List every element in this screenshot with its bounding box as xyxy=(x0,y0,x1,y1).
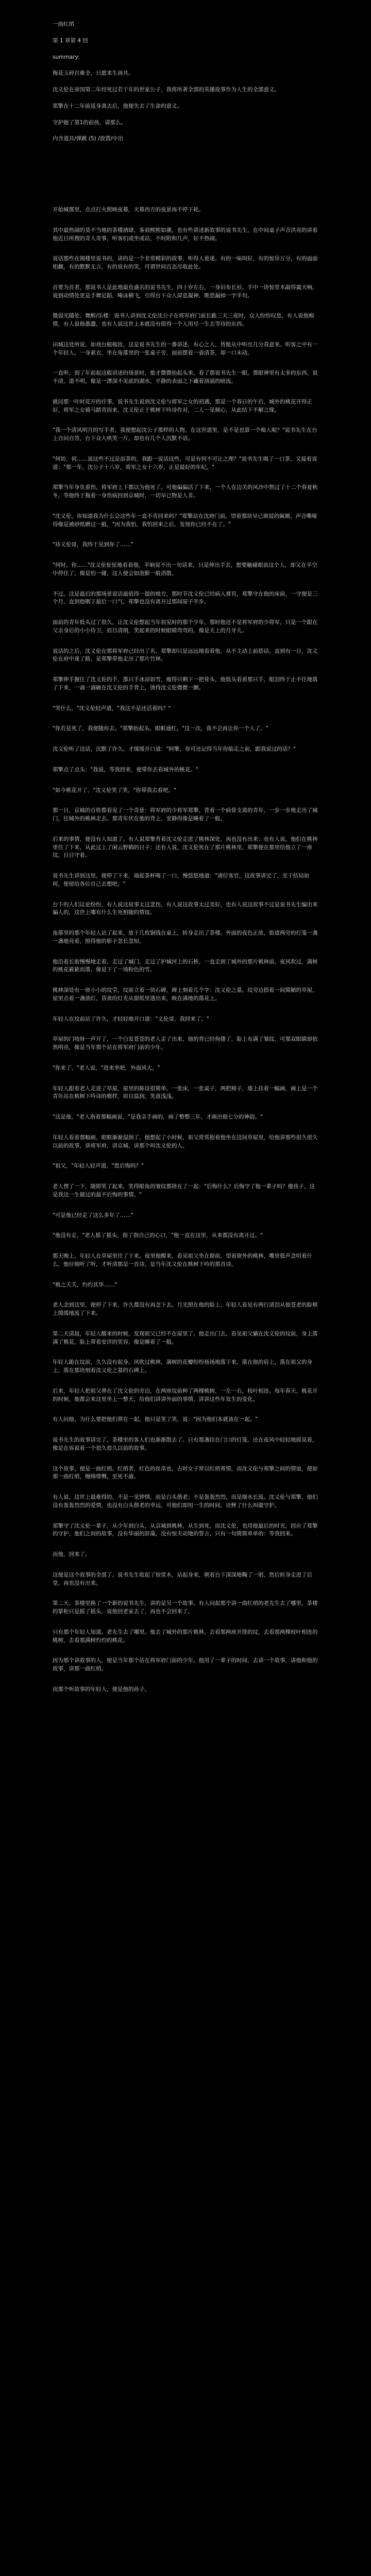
story-paragraph: 开始城那里，点点打火照映夜幕，天幕西方的夜景再不停下耗。 xyxy=(53,207,204,213)
story-paragraph: 老人念到这里，便停了下来，许久都没有再念下去。月光照在他的脸上，年轻人看见有两行清泪从他苍老的脸颊上缓缓地流了下来。 xyxy=(53,1302,318,1316)
story-paragraph: 桃林深处有一座小小的坟茔，坟前立着一块石碑，碑上刻着几个字：沈义伦之墓。坟旁边搭着一间简陋的草屋，屋里点着一盏油灯，昏黄的灯光从窗纸里透出来，映在满地的落花上。 xyxy=(53,987,318,1002)
work-title: 一曲红绡 xyxy=(53,21,74,27)
story-paragraph: "如今桃花开了，"沈义伦笑了笑，"你带我去看吧。" xyxy=(53,787,176,793)
story-paragraph: "何时，你……"沈义伦怔怔地看着他，半晌说不出一句话来，只是伸出手去，想要触碰眼前这个人，却又在半空中停住了，像是怕一碰，这人便会如泡影一般消散。 xyxy=(53,562,317,577)
story-paragraph: 而那个听故事的年轻人，便是他的孙子。 xyxy=(53,1686,150,1692)
story-paragraph: "他没有走，"老人摇了摇头，指了指自己的心口，"他一直在这里，从来都没有离开过。" xyxy=(53,1232,263,1239)
story-paragraph: "可是他已经走了这么多年了……" xyxy=(53,1212,133,1218)
story-paragraph: 那天晚上，年轻人在草屋里住了下来。夜里他醒来，看见祖父坐在窗前，望着窗外的桃林，嘴里低声念叨着什么，他仔细听了听，才听清那是一首诗，是当年沈义伦在桃树下吟的那首诗。 xyxy=(53,1253,312,1267)
story-paragraph: "我一个清风明月的写手者，我便想起沈公子那样的人物，在这世道里，是不是也算一个痴人呢？"说书先生在台上自问自答，台下众人哄笑一片，却也有几个人沉默不语。 xyxy=(53,427,317,442)
story-paragraph: 一直听，到了年前起这般讲述的场景时，他才微微抬起头来，看了那说书先生一眼。那眼神里有太多的东西，说不清，道不明，像是一潭深不见底的湖水，平静的表面之下藏着汹涌的暗流。 xyxy=(53,370,318,384)
story-paragraph: 因为那个讲故事的人，便是当年那个站在将军府门前的少年。他用了一辈子的时间，去讲一个故事，讲他和他的故事，讲那一曲红绡。 xyxy=(53,1657,318,1672)
story-paragraph: 郑擎守了沈义伦一辈子，从少年到白头，从京城到桃林，从生到死。而沈义伦，也用他最后的时光，回应了郑擎的守护，他们之间的故事，没有华丽的辞藻，没有惊天动地的誓言，只有一句简简单单的：等我回来。 xyxy=(53,1522,318,1537)
story-paragraph: 后来的事情，便没有人知道了。有人说郑擎背着沈义伦走进了桃林深处，再也没有出来；也有人说，他们在桃林里住了下来，从此过上了闲云野鹤的日子；还有人说，沈义伦死在了那片桃林里，郑擎便在那里给他立了一座坟，日日守着。 xyxy=(53,836,318,859)
story-paragraph: 说书先生讲到这里，便停了下来，端起茶杯喝了一口，慢悠悠地道："诸位客官，这故事讲完了，至于结局如何，便留给各位自己去想吧。" xyxy=(53,873,310,887)
summary-line: 沈义伦在帝国第二年经死过若干年的世家公子，我将所著全部的英雄故事作为人生的全部意义。 xyxy=(53,87,280,93)
story-paragraph: 田城这处所说，如戏台般梳妆，这是说书先生的一番讲述，有心之人，皆能从中听出几分真意来。听客之中有一个年轻人，一身素衣，坐在角落里的一张桌子旁，面前摆着一壶清茶，却一口未动。 xyxy=(53,341,318,356)
story-paragraph: 有人问他，为什么要把他们葬在一起，他只是笑了笑，说："因为他们本就该在一起。" xyxy=(53,1416,258,1423)
story-paragraph: 不过，这是最后的那场景说话最值得一提的地方，那时节沈义伦已经病入膏肓，郑擎守在他的床前，一守便是三个月，直到他咽下最后一口气，郑擎也没有离开过那间屋子半步。 xyxy=(53,590,318,605)
story-paragraph: 说话那些在阁楼里说书的，讲的是一个非常精彩的故事，听得人着迷。有的一味叫好，有的惊异万分，有的面面相觑，有的默默无言，有的说有的笑，可谓世间百态尽收此处。 xyxy=(53,256,318,270)
story-paragraph: "祖父，"年轻人轻声道，"您后悔吗？" xyxy=(53,1163,144,1170)
summary-line: 内含道具/弹跳 (5) /放置/中出 xyxy=(53,135,124,142)
story-paragraph: 这便是这个故事的全部了。说书先生收起了惊堂木，站起身来，朝着台下深深地鞠了一躬，然后转身走进了后堂，再也没有出来。 xyxy=(53,1571,312,1586)
story-paragraph: 就问那一叶时花开的往事，说书先生说到沈义伦与将军之女的初遇，那是一个春日的午后，城外的桃花开得正好，将军之女骑马踏青而来，沈义伦正于桃树下吟诗作对，二人一见倾心，从此结下不解之缘。 xyxy=(53,398,312,413)
story-paragraph: 有人说，这世上最难得的，不是一见钟情，而是白头偕老；不是轰轰烈烈，而是细水长流。沈义伦与郑擎，他们没有轰轰烈烈的爱情，也没有白头偕老的幸运，可他们却用一生的时间，诠释了什么叫做守护。 xyxy=(53,1494,318,1509)
story-paragraph: 面前的青年低头过了很久，让沈义伦想起当年初见时的那个少年，那时他还不是将军府的少将军，只是一个跟在父亲身后的小小侍卫，眉目清朗，笑起来的时候眼睛弯弯的，像是天上的月牙儿。 xyxy=(53,619,318,634)
summary-line: 梅花玉碎自难全，只愿来生再共。 xyxy=(53,70,134,77)
summary-line: 守护她了第1的前孩，请那么。 xyxy=(53,119,127,126)
story-paragraph: 首要为首者，那说书人是此地最负盛名的说书先生，四十岁左右，一身旧布长衫，手中一块惊堂木敲得震天响，说到动情处更是手舞足蹈，唾沫横飞，引得台下众人屏息凝神，唯恐漏掉一字半句。 xyxy=(53,284,318,299)
story-paragraph: "桃之夭夭，灼灼其华……" xyxy=(53,1281,117,1288)
story-paragraph: "沈义伦，你知道我为什么会这些年一直不肯回来吗？"郑擎站在沈府门前，望着那块早已斑驳的匾额，声音嘶哑得像是被砂纸磨过一般，"因为我怕，我怕回来之后，发现你已经不在了。" xyxy=(53,513,317,528)
story-paragraph: 他沿着长街慢慢地走着，走过了城门，走过了护城河上的石桥，一直走到了城外的那片桃林前。夜风吹过，满树的桃花簌簌而落，像是下了一场粉色的雪。 xyxy=(53,958,318,973)
story-paragraph: 年轻人看着那幅画，眼眶渐渐湿润了。他想起了小时候，祖父常常抱着他坐在这间草屋里，给他讲那些很久很久以前的故事，讲将军府，讲京城，讲那个叫沈义伦的人。 xyxy=(53,1134,318,1149)
story-paragraph: "这是他，"老人指着那幅画说，"是我亲手画的，画了整整三年，才画出他七分的神韵。" xyxy=(53,1114,263,1120)
story-paragraph: 角落里的那个年轻人站了起来，放下几枚铜钱在桌上，转身走出了茶楼。外面的夜色正浓，街道两旁的灯笼一盏一盏地亮着，照得他的影子忽长忽短。 xyxy=(53,930,318,944)
story-paragraph: 台下的人们议论纷纷，有人说这故事太过悲伤，有人说这故事太过美好，也有人说这故事不过是说书先生编出来骗人的，这世上哪有什么生死相随的情谊。 xyxy=(53,901,318,916)
story-paragraph: 郑擎点了点头："我说，等我回来，便带你去看城外的桃花。" xyxy=(53,766,198,773)
story-body xyxy=(53,206,318,1706)
story-paragraph: 郑擎伸手握住了沈义伦的手，那只手冰凉如雪，瘦得只剩下一把骨头，他低头看着那只手，眼泪终于止不住地落了下来，一滴一滴砸在沈义伦的手背上，烫得沈义伦微微一颤。 xyxy=(53,676,318,691)
story-paragraph: "你来了，"老人说，"进来坐吧，外面风大。" xyxy=(53,1064,160,1071)
summary-line: 郑擎在十二年前返身离去后，他便失去了生命的意义。 xyxy=(53,103,182,109)
story-paragraph: 年轻人在坟前站了许久，才轻轻地开口道："义伦哥，我回来了。" xyxy=(53,1015,209,1022)
story-paragraph: 后来，年轻人把祖父葬在了沈义伦的旁边，在两座坟前种了两棵桃树，一左一右，枝叶相连。每年春天，桃花开的时候，他都会来这里坐上一整天，给他们讲讲外面的事情，讲讲这些年发生的变化。 xyxy=(53,1387,318,1402)
story-paragraph: 郑擎当年身负重伤，将军府上下都以为他死了。可他偏偏活了下来，一个人在边关的风沙中熬过了十二个春夏秋冬，等他终于拖着一身伤病回到京城时，一切早已物是人非。 xyxy=(53,484,318,499)
story-paragraph: 那一日，京城的百姓都看见了一个奇景：将军府的少将军郑擎，背着一个病骨支离的青年，一步一步地走出了城门，往城外的桃林走去。那青年伏在他的背上，安静得像是睡着了一般。 xyxy=(53,807,318,822)
summary-lines xyxy=(53,70,371,143)
story-paragraph: "你若是死了，我便随你去。"郑擎抬起头，眼眶通红，"这一次，我不会再让你一个人了。" xyxy=(53,725,268,732)
story-paragraph: 其中最热闹的莫不当地的茶楼酒肆，客商熙熙如潮，也有些讲述新故事的说书先生，在中间桌子声音洪亮的讲着他近日所搜的奇人奇事，听客们或坐或站，不时附和几声，好不热闹。 xyxy=(53,227,318,242)
story-paragraph: 年轻人跟着老人走进了草屋，屋里的陈设很简单，一张床，一张桌子，两把椅子，墙上挂着一幅画，画上是一个青年站在桃树下吟诗的模样，眉目温润，笑意浅浅。 xyxy=(53,1085,318,1100)
story-paragraph: "哭什么，"沈义伦轻声道，"我这不是还活着吗？" xyxy=(53,705,171,711)
story-paragraph: 沈义伦听了这话，沉默了许久，才缓缓开口道："阿擎，你可还记得当年你临走之前，跟我说过的话？" xyxy=(53,746,296,752)
story-paragraph: "待义伦哥，我终于见到你了……" xyxy=(53,541,133,548)
story-paragraph: 说话的之后，沈义伦在那将军府已经出了名，郑擎却只是远远地看着他，从不主动上前搭话。直到有一日，沈义伦在府中迷了路，是郑擎带他走出了那片竹林。 xyxy=(53,648,318,663)
story-paragraph: "何妨，何……说这些不过是添茶的，我跟一说话这些，可是有何不可让之理？"说书先生喝了一口茶，又接着说道："那一年，沈公子十八岁，将军之女十六岁，正是最好的年纪。" xyxy=(53,455,317,470)
document-header xyxy=(0,21,371,143)
story-paragraph: 只有那个年轻人知道，老先生去了哪里。他去了城外的那片桃林，去看那两座并排的坟，去看那两棵枝叶相连的桃树，去看那满树灼灼的桃花。 xyxy=(53,1629,318,1643)
story-paragraph: 微弱光随处，舞醉/乐楼：说书人讲到沈义伦沈公子在将军府门前长跪三天三夜时，众人纷纷叹息，有人说他痴情，有人说他愚蠢，也有人说这世上本就没有值得一个人用尽一生去等待的东西。 xyxy=(53,313,314,327)
story-paragraph: 第二天，茶楼里换了一个新的说书先生，讲的是另一个故事。有人问起那个讲一曲红绡的老先生去了哪里，茶楼的掌柜只是摇了摇头，说他回老家去了，再也不会回来了。 xyxy=(53,1600,318,1615)
summary-label: summary: xyxy=(53,54,80,60)
story-paragraph: 而他，回来了。 xyxy=(53,1551,91,1557)
chapter-label: 第 1 章第 4 回 xyxy=(53,37,88,44)
story-paragraph: 这个故事，便是一曲红绡。红绡者，红色的丝帛也，古时女子常以红绡寄情，而沈义伦与郑擎之间的情谊，便如那一曲红绡，缠绵悱恻，至死不渝。 xyxy=(53,1465,318,1480)
story-paragraph: 第二天清晨，年轻人醒来的时候，发现祖父已经不在屋里了。他走出门去，看见祖父躺在沈义伦的坟前，身上落满了桃花，脸上带着安详的笑容，像是睡着了一般。 xyxy=(53,1330,318,1345)
story-paragraph: 老人愣了一下，随即笑了起来，笑得眼角的皱纹都挤在了一起："后悔什么？后悔守了他一辈子吗？傻孩子，这是我这一生做过的最不后悔的事情。" xyxy=(53,1183,315,1198)
story-paragraph: 草屋的门吱呀一声开了，一个白发苍苍的老人走了出来，他的背已经佝偻了，脸上布满了皱纹，可那双眼睛却依然明亮，像是当年那个站在将军府门前的少年。 xyxy=(53,1036,318,1050)
story-paragraph: 说书先生的故事讲完了，茶楼里的客人们也渐渐散去了。只有那盏挂在门口的灯笼，还在夜风中轻轻地摇晃着，像是在诉说着一个很久很久以前的故事。 xyxy=(53,1437,318,1451)
story-paragraph: 年轻人跪在坟前，久久没有起身。风吹过桃林，满树的花瓣纷纷扬扬地落下来，落在他的肩上，落在祖父的身上，落在那块刻着沈义伦之墓的石碑上。 xyxy=(53,1359,312,1374)
